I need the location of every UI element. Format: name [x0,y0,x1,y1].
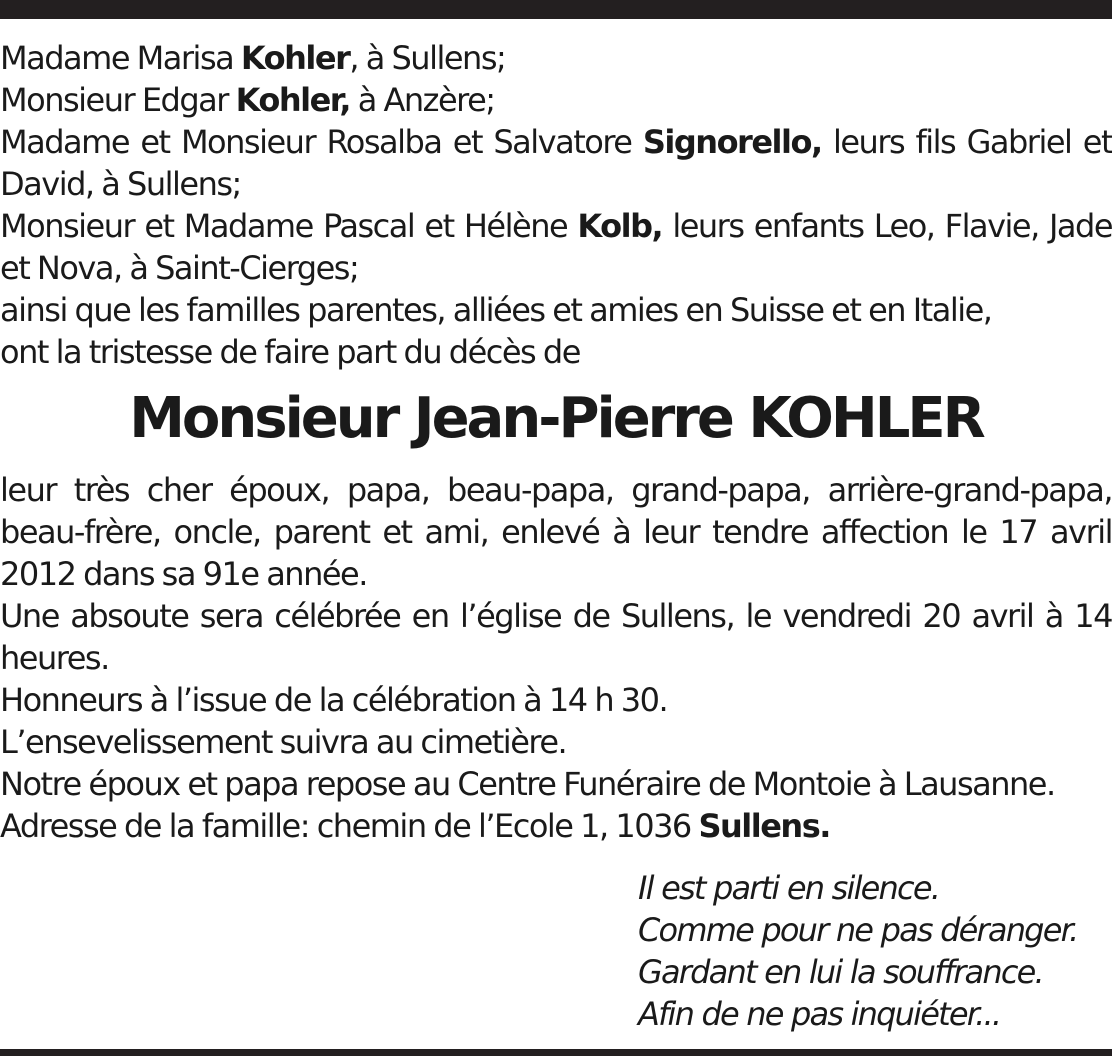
body-paragraph: Honneurs à l’issue de la célébration à 14 h 30. [0,681,668,719]
body-paragraph: L’ensevelissement suivra au cimetière. [0,723,567,761]
body-paragraph: Une absoute sera célébrée en l’église de Sullens, le vendredi 20 avril à 14 heures. [0,597,1112,677]
poem [638,867,1108,1035]
body-paragraph: Notre époux et papa repose au Centre Funéraire de Montoie à Lausanne. [0,765,1055,803]
family-member-line: Monsieur et Madame Pascal et Hélène Kolb, leurs enfants Leo, Flavie, Jade et Nova, à Saint-Cierges; [0,207,1112,287]
family-surname: Kolb, [577,207,663,245]
body-paragraph: leur très cher époux, papa, beau-papa, grand-papa, arrière-grand-papa, beau-frère, oncle, parent et ami, enlevé à leur tendre affection le 17 avril 2012 dans sa 91e année. [0,471,1112,593]
family-address: Adresse de la famille: chemin de l’Ecole 1, 1036 Sullens. [0,807,830,845]
bottom-rule [0,1049,1112,1056]
address-town: Sullens. [698,807,830,845]
family-member-line: Madame et Monsieur Rosalba et Salvatore Signorello, leurs fils Gabriel et David, à Sullens; [0,123,1112,203]
relatives-line: ainsi que les familles parentes, alliées et amies en Suisse et en Italie, [0,291,992,329]
family-surname: Kohler [240,39,350,77]
family-member-line: Monsieur Edgar Kohler, à Anzère; [0,81,495,119]
family-surname: Signorello, [642,123,822,161]
poem-line: Comme pour ne pas déranger. [638,911,1078,949]
obituary-notice [0,37,1112,847]
poem-line: Gardant en lui la souffrance. [638,953,1043,991]
top-rule [0,0,1112,19]
poem-line: Il est parti en silence. [638,869,940,907]
announcement-line: ont la tristesse de faire part du décès de [0,333,580,371]
deceased-name: Monsieur Jean-Pierre KOHLER [129,386,983,451]
poem-line: Afin de ne pas inquiéter... [638,995,1001,1033]
family-member-line: Madame Marisa Kohler, à Sullens; [0,39,506,77]
family-surname: Kohler, [235,81,351,119]
